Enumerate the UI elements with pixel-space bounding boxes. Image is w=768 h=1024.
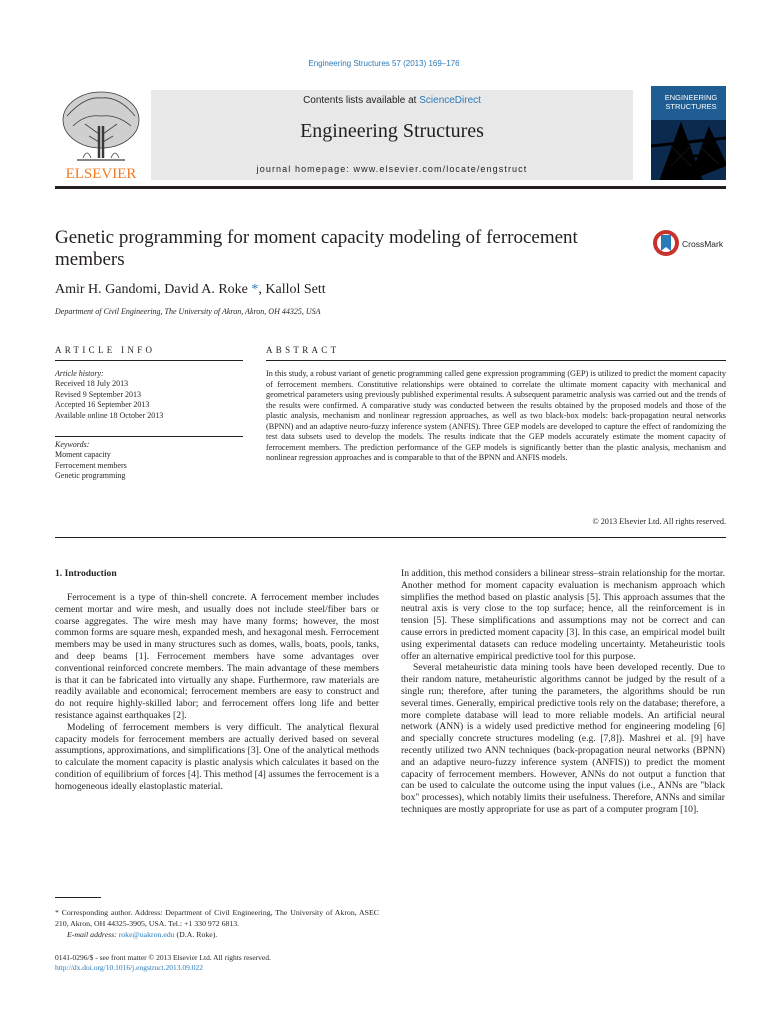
sciencedirect-link[interactable]: ScienceDirect [419,95,481,106]
contents-prefix: Contents lists available at [303,95,420,106]
elsevier-logo[interactable] [55,86,147,182]
crossmark-icon [652,229,732,259]
history-online: Available online 18 October 2013 [55,410,164,420]
divider [266,360,726,361]
article-info-heading: ARTICLE INFO [55,345,156,355]
corresponding-author-mark[interactable]: * [247,282,259,297]
journal-homepage[interactable]: journal homepage: www.elsevier.com/locate/engstruct [256,164,528,174]
journal-title: Engineering Structures [300,120,484,142]
front-matter-footer [55,953,271,973]
email-suffix: (D.A. Roke). [174,930,218,939]
elsevier-tree-icon [55,86,147,182]
divider [55,360,243,361]
author-names: Amir H. Gandomi, David A. Roke [55,282,248,297]
history-revised: Revised 9 September 2013 [55,389,141,399]
body-column-left [55,592,379,793]
footnote-text: * Corresponding author. Address: Department of Civil Engineering, The University of Akron, ASEC 210, Akron, OH 44325-3905, USA. Tel.: +1 330 972 6813. [55,908,379,928]
journal-citation-link[interactable]: Engineering Structures 57 (2013) 169–176 [308,59,460,68]
contents-lists-line [151,95,633,106]
keyword-item: Ferrocement members [55,460,127,470]
journal-cover-thumbnail[interactable] [651,86,726,180]
crossmark-label: CrossMark [682,239,724,249]
abstract-heading: ABSTRACT [266,345,340,355]
author-list [55,282,326,298]
divider [55,537,726,538]
body-column-right [401,568,725,816]
affiliation: Department of Civil Engineering, The University of Akron, Akron, OH 44325, USA [55,307,321,316]
cover-image-icon [651,86,726,180]
paragraph: Several metaheuristic data mining tools have been developed recently. Due to their random nature, metaheuristic algorithms cannot be judged by the result of a single run; therefore, after tuning the parameters, the algorithms should be run several times. Generally, empirical predictive tools rely on the database; therefore, a more complete database will lead to more reliable models. An artificial neural network (ANN) is a widely used predictive method for engineering modeling [6] and specially concrete structures modeling (e.g. [7,8]). Mashrei et al. [9] have recently utilized two ANN techniques (back-propagation neural networks (BPNN) and an adaptive neuro-fuzzy inference system (ANFIS)) to predict the moment capacity of ferrocement members. However, ANNs do not output a function that can be used to calculate the outcome using the input values (i.e., ANNs are "black box" processes), which notably limits their usefulness. Therefore, ANNs and similar techniques are mostly appropriate for use as part of a computer program [10]. [401,662,725,815]
history-label: Article history: [55,369,104,378]
divider [55,436,243,437]
paragraph: Ferrocement is a type of thin-shell concrete. A ferrocement member includes cement mortar and wire mesh, and usually does not include steel/fiber bars or coarse aggregates. The wire mesh may have many forms; however, the most common forms are square mesh, expanded mesh, and hexagonal mesh. Ferrocement members may be used in many structures such as domes, walls, boats, pools, tanks, and deep beams [1]. Ferrocement members have some advantages over conventional reinforced concrete members. The main advantage of these members is that it can be fabricated into virtually any shape. Furthermore, raw materials are readily available and economical; ferrocement members are easy to construct and do not require highly-skilled labor; and ferrocement offers long life and better resistance against earthquakes [2]. [55,592,379,721]
cover-title-line2: STRUCTURES [665,102,717,111]
footnote-rule [55,897,101,898]
paragraph: In addition, this method considers a bilinear stress–strain relationship for the mortar. Another method for moment capacity evaluation is mechanism approach which simplifies the method based on plastic analysis [5]. This approach assumes that the neutral axis is very close to the top surface; hence, all the reinforcement is in tension [5]. These simplifications and assumptions may not be correct and can cause errors in predicted moment capacity [3]. In this case, an empirical model built using experimental datasets can reduce modeling uncertainty. Metaheuristic tools offer an alternative empirical predictive tool for this purpose. [401,568,725,662]
copyright-notice: © 2013 Elsevier Ltd. All rights reserved. [592,517,726,526]
masthead-rule [55,186,726,189]
email-label: E-mail address: [67,930,119,939]
journal-masthead [55,86,726,186]
history-received: Received 18 July 2013 [55,379,129,389]
publisher-wordmark: ELSEVIER [65,166,137,182]
paragraph: Modeling of ferrocement members is very difficult. The analytical flexural capacity models for ferrocement members are actually derived based on several assumptions, approximations, and simplifications [3]. One of the analytical methods to calculate the moment capacity is plastic analysis which calculates it based on the condition of equilibrium of forces [4]. This method [4] assumes the ferrocement is a homogeneous ideally elastoplastic material. [55,721,379,792]
keyword-item: Moment capacity [55,450,111,460]
article-title: Genetic programming for moment capacity modeling of ferrocement members [55,227,578,270]
cover-title-line1: ENGINEERING [664,93,718,102]
email-link[interactable]: roke@uakron.edu [118,930,175,939]
keywords-label: Keywords: [55,440,90,449]
keyword-item: Genetic programming [55,471,126,481]
crossmark-badge[interactable] [652,229,732,259]
keywords [55,440,245,482]
article-history [55,369,245,421]
issn-text: 0141-0296/$ - see front matter © 2013 Elsevier Ltd. All rights reserved. [55,953,271,962]
history-accepted: Accepted 16 September 2013 [55,400,150,410]
corresponding-author-footnote [55,907,379,940]
doi-link[interactable]: http://dx.doi.org/10.1016/j.engstruct.2013.09.022 [55,963,203,972]
section-heading-introduction: 1. Introduction [55,568,117,579]
author-names-tail: , Kallol Sett [258,282,326,297]
journal-band [151,90,633,180]
abstract-text: In this study, a robust variant of genetic programming called gene expression programming (GEP) is utilized to predict the moment capacity of ferrocement members. Constitutive relationships were obtained to correlate the ultimate moment capacity with mechanical and geometrical parameters using previously published experimental results. A subsequent parametric analysis was carried out and the trends of the results were confirmed. A comparative study was conducted between the results obtained by the proposed models and those of the plastic analysis, mechanism and nonlinear regression approaches, as well as two black-box models: back-propagation neural networks (BPNN) and an adaptive neuro-fuzzy inference system (ANFIS). Three GEP models are developed to capture the effect of randomizing the test data subsets used to develop the models. The results indicate that the GEP models accurately estimate the moment capacity of ferrocement members. The prediction performance of the GEP models is significantly better than the plastic analysis, mechanism and nonlinear regression approaches and is comparable to that of the BPNN and ANFIS models. [266,369,726,462]
